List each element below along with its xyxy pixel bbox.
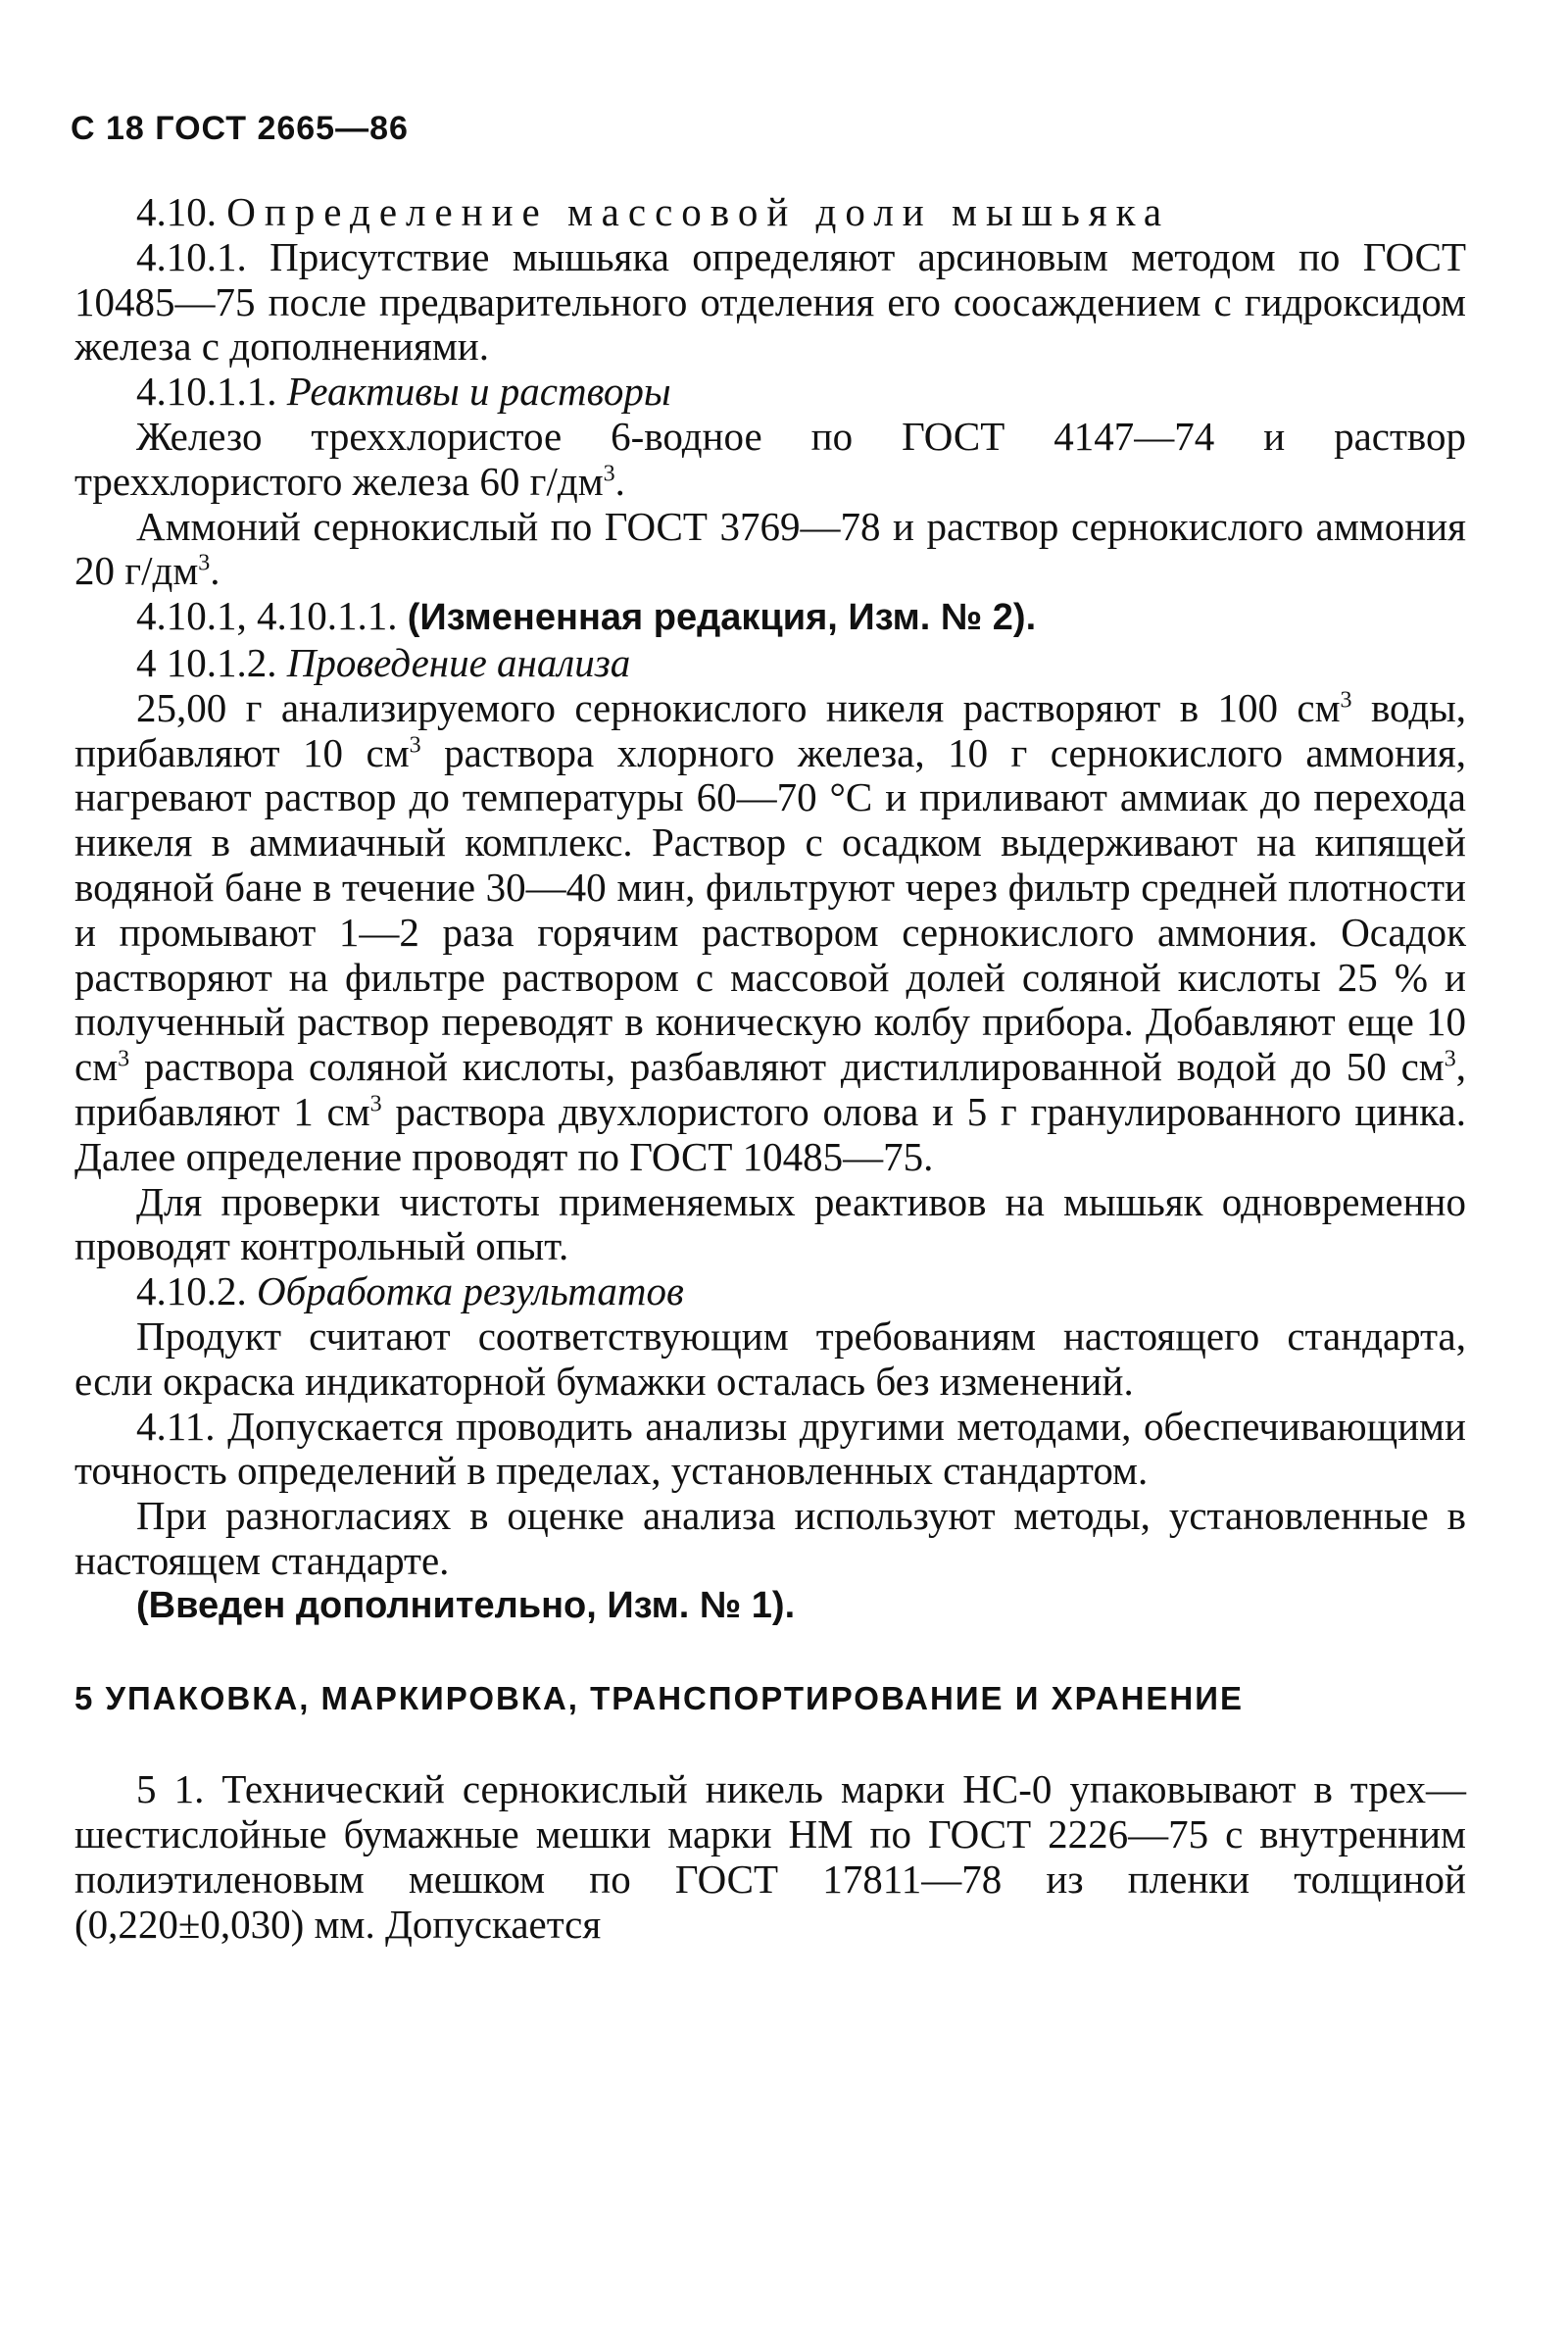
- page-header: С 18 ГОСТ 2665—86: [71, 110, 409, 147]
- paragraph: 4.10.1. Присутствие мышьяка определяют арсиновым методом по ГОСТ 10485—75 после предварительного отделения его соосаждением с гидроксидом железа с дополнениями.: [74, 233, 1466, 370]
- text: раствора хлорного железа, 10 г сернокислого аммония, нагревают раствор до температуры 60—70 °С и приливают аммиак до перехода никеля в аммиачный комплекс. Раствор с осадком выдерживают на кипящей водяной бане в течение 30—40 мин, фильтруют через фильтр средней плотности и промывают 1—2 раза горячим раствором сернокислого аммония. Осадок растворяют на фильтре раствором с массовой долей соляной кислоты 25 % и полученный раствор переводят в коническую колбу прибора. Добавляют еще 10 см: [74, 729, 1466, 1090]
- superscript: 3: [198, 550, 211, 576]
- clause-number: 4.10.1, 4.10.1.1.: [136, 593, 398, 639]
- clause-title: Проведение анализа: [286, 639, 631, 685]
- amendment-note: [74, 594, 1466, 641]
- text: раствора двухлористого олова и 5 г гранулированного цинка. Далее определение проводят по ГОСТ 10485—75.: [74, 1088, 1466, 1179]
- text: 25,00 г анализируемого сернокислого никеля растворяют в 100 см: [136, 684, 1341, 730]
- superscript: 3: [1340, 687, 1352, 714]
- text: воды, прибавляют 10 см: [74, 684, 1466, 775]
- paragraph: 5 1. Технический сернокислый никель марки НС-0 упаковывают в трех—шестислойные бумажные мешки марки НМ по ГОСТ 2226—75 с внутренним полиэтиленовым мешком по ГОСТ 17811—78 из пленки толщиной (0,220±0,030) мм. Допускается: [74, 1766, 1466, 1947]
- text: Аммоний сернокислый по ГОСТ 3769—78 и раствор сернокислого аммония 20 г/дм: [74, 503, 1466, 594]
- paragraph: 4.11. Допускается проводить анализы другими методами, обеспечивающими точность определений в пределах, установленных стандартом.: [74, 1403, 1466, 1494]
- clause-title: Обработка результатов: [257, 1268, 684, 1314]
- superscript: 3: [118, 1046, 130, 1072]
- text: , прибавляют 1 см: [74, 1044, 1466, 1134]
- superscript: 3: [409, 731, 421, 758]
- text: .: [210, 548, 220, 594]
- clause-number: 4.10.2.: [136, 1268, 247, 1314]
- paragraph: [74, 686, 1466, 1180]
- superscript: 3: [1444, 1046, 1456, 1072]
- paragraph: Продукт считают соответствующим требованиям настоящего стандарта, если окраска индикаторной бумажки осталась без изменений.: [74, 1312, 1466, 1404]
- paragraph: Для проверки чистоты применяемых реактивов на мышьяк одновременно проводят контрольный опыт.: [74, 1178, 1466, 1269]
- paragraph: При разногласиях в оценке анализа используют методы, установленные в настоящем стандарте.: [74, 1493, 1466, 1583]
- clause-number: 4.10.1.1.: [136, 369, 277, 415]
- superscript: 3: [369, 1091, 382, 1117]
- section-heading: 5 УПАКОВКА, МАРКИРОВКА, ТРАНСПОРТИРОВАНИЕ И ХРАНЕНИЕ: [74, 1679, 1244, 1716]
- text: раствора соляной кислоты, разбавляют дистиллированной водой до 50 см: [129, 1044, 1445, 1090]
- document-body: [74, 190, 1466, 1947]
- clause-4-10-2-heading: [74, 1269, 1466, 1314]
- clause-4-10-heading: [74, 190, 1466, 235]
- clause-title: Реактивы и растворы: [286, 369, 671, 415]
- paragraph: [74, 415, 1466, 505]
- clause-number: 4 10.1.2.: [136, 639, 277, 685]
- clause-4-10-1-2-heading: [74, 641, 1466, 686]
- superscript: 3: [603, 461, 615, 487]
- clause-title: Определение массовой доли мышьяка: [226, 189, 1171, 234]
- clause-4-10-1-1-heading: [74, 370, 1466, 415]
- clause-number: 4.10.: [136, 189, 217, 234]
- text: .: [614, 458, 625, 504]
- amendment-text: (Измененная редакция, Изм. № 2).: [407, 597, 1037, 639]
- amendment-note: (Введен дополнительно, Изм. № 1).: [136, 1584, 796, 1626]
- text: Железо треххлористое 6-водное по ГОСТ 4147—74 и раствор треххлористого железа 60 г/дм: [74, 413, 1466, 504]
- paragraph: [74, 505, 1466, 595]
